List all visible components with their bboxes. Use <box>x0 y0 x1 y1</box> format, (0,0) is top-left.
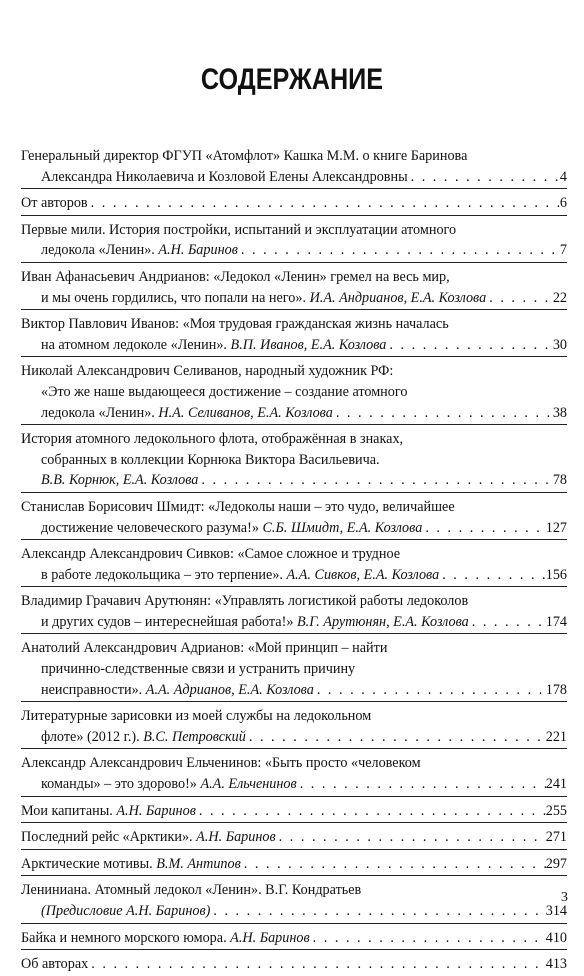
page-number: 3 <box>561 890 568 905</box>
toc-entry-line: собранных в коллекции Корнюка Виктора Васильевича. <box>41 451 380 468</box>
toc-entry-text <box>41 727 246 748</box>
toc-entry-page: 127 <box>545 519 567 536</box>
toc-entry-last-line <box>21 827 567 848</box>
toc-entry-page: 410 <box>545 929 567 946</box>
toc-entry-title: и мы очень гордились, что попали на него». <box>41 289 310 306</box>
toc-entry-author: В.С. Петровский <box>143 728 246 745</box>
toc-entry-last-line <box>21 680 567 701</box>
toc-entry-line: Анатолий Александрович Адрианов: «Мой принцип – найти <box>21 640 388 657</box>
toc-entry-text <box>41 470 198 491</box>
toc-entry-author: В.В. Корнюк, Е.А. Козлова <box>41 472 199 489</box>
toc-entry-page: 221 <box>545 728 567 745</box>
toc-entry-title: Мои капитаны. <box>21 802 117 819</box>
dot-leader <box>408 167 560 188</box>
toc-entry-author: А.А. Ельченинов <box>200 776 297 793</box>
toc-entry-line: Станислав Борисович Шмидт: «Ледоколы наши – это чудо, величайшее <box>21 498 455 515</box>
dot-leader <box>422 518 545 539</box>
toc-entry-last-line <box>21 565 567 586</box>
dot-leader <box>241 854 546 875</box>
toc-entry-title: на атомном ледоколе «Ленин». <box>41 336 231 353</box>
toc-entry-line: Лениниана. Атомный ледокол «Ленин». В.Г. Кондратьев <box>21 882 362 899</box>
toc-entry-last-line <box>21 403 567 424</box>
toc-entry-last-line <box>21 774 567 795</box>
toc-entry[interactable] <box>21 748 567 795</box>
dot-leader <box>238 240 560 261</box>
toc-entry[interactable] <box>21 188 567 215</box>
toc-entry-last-line <box>21 901 567 922</box>
dot-leader <box>198 470 552 491</box>
toc-entry-title: ледокола «Ленин». <box>41 404 159 421</box>
toc-entry-author: В.М. Антипов <box>156 855 241 872</box>
toc-entry-author: Н.А. Селиванов, Е.А. Козлова <box>158 404 333 421</box>
toc-entry-last-line <box>21 928 567 949</box>
toc-entry-page: 7 <box>559 242 567 259</box>
toc-entry-title: Арктические мотивы. <box>21 855 157 872</box>
toc-entry-title: флоте» (2012 г.). <box>41 728 144 745</box>
dot-leader <box>314 680 546 701</box>
toc-entry-title: неисправности». <box>41 681 146 698</box>
toc-entry-page: 255 <box>545 802 567 819</box>
toc-entry[interactable] <box>21 875 567 922</box>
toc-entry-text <box>41 612 469 633</box>
dot-leader <box>88 954 545 975</box>
toc-entry-line: «Это же наше выдающееся достижение – создание атомного <box>41 383 408 400</box>
toc-entry-title: От авторов <box>21 195 88 212</box>
toc-entry-line: Владимир Грачавич Арутюнян: «Управлять логистикой работы ледоколов <box>21 593 469 610</box>
dot-leader <box>439 565 546 586</box>
toc-entry-page: 22 <box>552 289 567 306</box>
table-of-contents <box>21 142 567 976</box>
toc-entry-author: А.А. Сивков, Е.А. Козлова <box>286 566 440 583</box>
toc-entry[interactable] <box>21 849 567 876</box>
toc-entry-title: достижение человеческого разума!» <box>41 519 263 536</box>
toc-entry-text <box>21 827 276 848</box>
toc-entry[interactable] <box>21 215 567 262</box>
dot-leader <box>297 774 546 795</box>
toc-entry-author: В.Г. Арутюнян, Е.А. Козлова <box>296 613 469 630</box>
dot-leader <box>210 901 545 922</box>
toc-entry-page: 297 <box>545 855 567 872</box>
toc-entry-line: Александр Александрович Сивков: «Самое сложное и трудное <box>21 546 401 563</box>
toc-entry-title: и других судов – интереснейшая работа!» <box>41 613 297 630</box>
toc-entry-page: 314 <box>545 903 567 919</box>
toc-entry-last-line <box>21 801 567 822</box>
toc-entry-title: Александра Николаевича и Козловой Елены Александровны <box>41 168 408 185</box>
toc-entry-last-line <box>21 612 567 633</box>
toc-entry-text <box>41 403 333 424</box>
toc-entry[interactable] <box>21 796 567 823</box>
toc-entry-author: А.Н. Баринов <box>116 802 196 819</box>
toc-entry-line: Литературные зарисовки из моей службы на ледокольном <box>21 708 372 725</box>
dot-leader <box>196 801 546 822</box>
toc-entry-page: 156 <box>545 566 567 583</box>
toc-entry-last-line <box>21 193 567 214</box>
dot-leader <box>310 928 546 949</box>
toc-entry-line: Первые мили. История постройки, испытаний и эксплуатации атомного <box>21 221 457 238</box>
toc-entry[interactable] <box>21 424 567 492</box>
toc-entry-author: А.Н. Баринов <box>158 242 238 259</box>
toc-entry-title: Байка и немного морского юмора. <box>21 929 231 946</box>
toc-entry[interactable] <box>21 701 567 748</box>
toc-entry-last-line <box>21 167 567 188</box>
toc-entry-page: 271 <box>545 829 567 846</box>
toc-entry-page: 38 <box>552 404 567 421</box>
toc-entry-title: команды» – это здорово!» <box>41 776 201 793</box>
dot-leader <box>469 612 546 633</box>
toc-entry-page: 241 <box>545 776 567 793</box>
dot-leader <box>333 403 553 424</box>
toc-entry[interactable] <box>21 539 567 586</box>
toc-entry[interactable] <box>21 356 567 424</box>
toc-entry[interactable] <box>21 142 567 188</box>
toc-entry-text <box>21 801 196 822</box>
toc-entry-title: в работе ледокольщика – это терпение». <box>41 566 287 583</box>
toc-entry-text <box>41 167 408 188</box>
dot-leader <box>276 827 546 848</box>
toc-entry[interactable] <box>21 262 567 309</box>
toc-entry[interactable] <box>21 586 567 633</box>
toc-entry-last-line <box>21 240 567 261</box>
toc-entry[interactable] <box>21 492 567 539</box>
toc-entry-page: 4 <box>559 168 567 185</box>
toc-entry-author: И.А. Андрианов, Е.А. Козлова <box>309 289 487 306</box>
toc-entry-text <box>41 240 238 261</box>
toc-entry-last-line <box>21 954 567 975</box>
toc-entry[interactable] <box>21 309 567 356</box>
toc-entry-title: Об авторах <box>21 956 89 973</box>
toc-entry-page: 30 <box>552 336 567 353</box>
toc-entry-last-line <box>21 335 567 356</box>
toc-entry-page: 178 <box>545 681 567 698</box>
toc-entry-last-line <box>21 470 567 491</box>
toc-entry-line: Иван Афанасьевич Андрианов: «Ледокол «Ленин» гремел на весь мир, <box>21 268 450 285</box>
toc-entry-last-line <box>21 518 567 539</box>
toc-entry-line: Николай Александрович Селиванов, народный художник РФ: <box>21 363 394 380</box>
toc-entry-text <box>21 954 88 975</box>
toc-entry-text <box>41 774 297 795</box>
toc-entry-author: В.П. Иванов, Е.А. Козлова <box>230 336 387 353</box>
toc-entry-text <box>41 565 439 586</box>
toc-entry-line: Генеральный директор ФГУП «Атомфлот» Кашка М.М. о книге Баринова <box>21 148 468 164</box>
toc-entry-text <box>21 854 241 875</box>
toc-entry-page: 6 <box>559 195 567 212</box>
toc-entry-author: С.Б. Шмидт, Е.А. Козлова <box>262 519 423 536</box>
toc-entry-text <box>21 193 88 214</box>
toc-entry-author: А.Н. Баринов <box>196 829 276 846</box>
toc-entry-text <box>41 680 314 701</box>
toc-entry-last-line <box>21 288 567 309</box>
page-title: СОДЕРЖАНИЕ <box>200 63 384 96</box>
toc-entry-title: Последний рейс «Арктики». <box>21 829 197 846</box>
toc-entry-author: (Предисловие А.Н. Баринов) <box>41 903 211 919</box>
toc-entry-last-line <box>21 727 567 748</box>
dot-leader <box>386 335 552 356</box>
toc-entry-page: 413 <box>545 956 567 973</box>
toc-entry-line: причинно-следственные связи и устранить причину <box>41 661 356 678</box>
toc-entry-author: А.Н. Баринов <box>230 929 310 946</box>
dot-leader <box>486 288 553 309</box>
toc-entry[interactable] <box>21 949 567 976</box>
toc-entry-text <box>41 288 486 309</box>
toc-entry-page: 78 <box>552 472 567 489</box>
toc-entry-title: ледокола «Ленин». <box>41 242 159 259</box>
toc-entry-text <box>21 928 310 949</box>
dot-leader <box>246 727 546 748</box>
toc-entry[interactable] <box>21 822 567 849</box>
toc-entry-last-line <box>21 854 567 875</box>
toc-entry-line: История атомного ледокольного флота, отображённая в знаках, <box>21 431 404 448</box>
toc-entry-author: А.А. Адрианов, Е.А. Козлова <box>145 681 314 698</box>
toc-entry-text <box>41 901 210 922</box>
toc-entry-page: 174 <box>545 613 567 630</box>
toc-entry-line: Виктор Павлович Иванов: «Моя трудовая гражданская жизнь началась <box>21 316 449 333</box>
toc-entry[interactable] <box>21 633 567 701</box>
toc-entry-text <box>41 335 386 356</box>
dot-leader <box>88 193 560 214</box>
toc-entry[interactable] <box>21 923 567 950</box>
toc-entry-line: Александр Александрович Ельченинов: «Быть просто «человеком <box>21 755 421 772</box>
toc-entry-text <box>41 518 422 539</box>
